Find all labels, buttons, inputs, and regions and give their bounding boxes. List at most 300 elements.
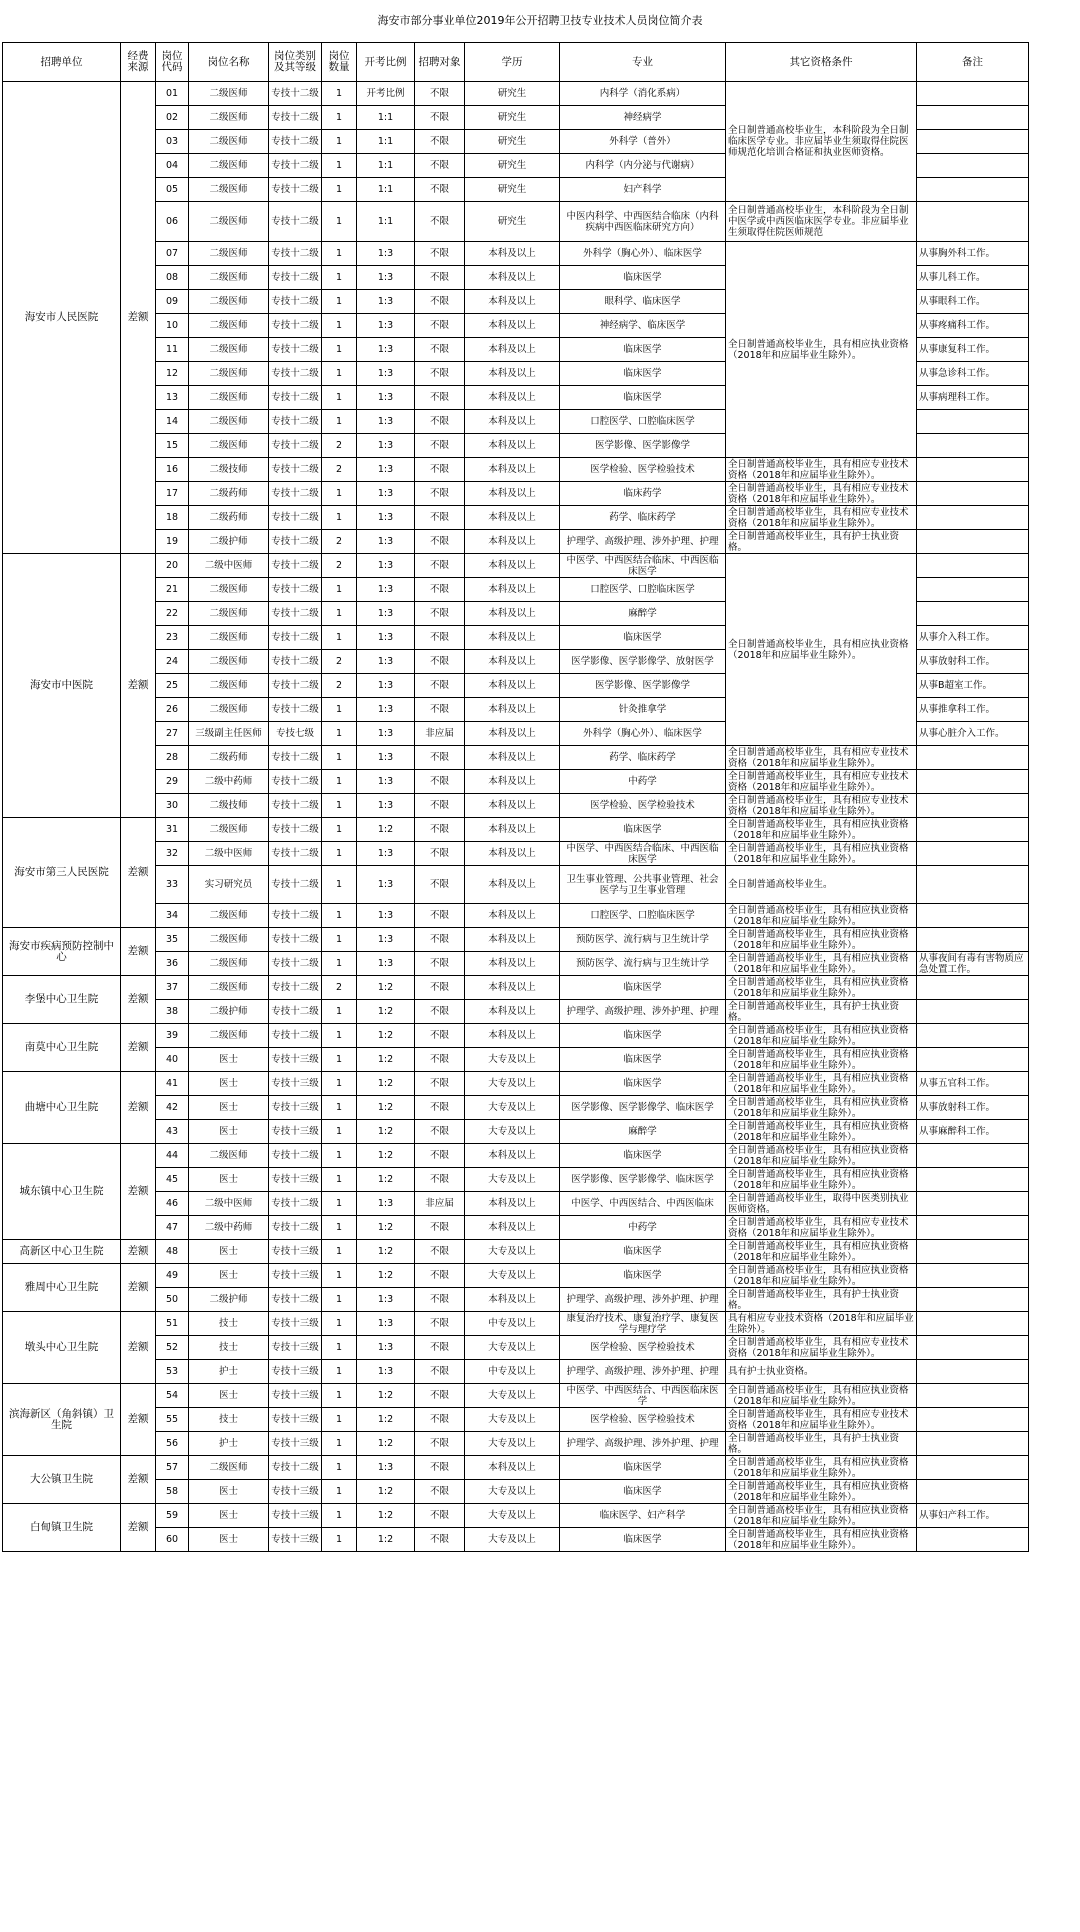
cell-count: 1 bbox=[322, 1264, 357, 1288]
cell-target: 不限 bbox=[415, 1048, 465, 1072]
cell-unit: 大公镇卫生院 bbox=[3, 1456, 121, 1504]
cell-education: 大专及以上 bbox=[465, 1264, 560, 1288]
cell-major: 医学检验、医学检验技术 bbox=[560, 1336, 726, 1360]
cell-ratio: 1:3 bbox=[357, 904, 415, 928]
cell-remarks bbox=[917, 794, 1029, 818]
cell-target: 不限 bbox=[415, 178, 465, 202]
cell-code: 42 bbox=[156, 1096, 189, 1120]
table-row bbox=[3, 1144, 1029, 1168]
cell-major: 外科学（胸心外）、临床医学 bbox=[560, 722, 726, 746]
cell-category: 专技十二级 bbox=[269, 178, 322, 202]
cell-education: 大专及以上 bbox=[465, 1504, 560, 1528]
cell-position-name: 二级医师 bbox=[189, 1144, 269, 1168]
cell-target: 不限 bbox=[415, 1000, 465, 1024]
cell-other-requirements: 全日制普通高校毕业生，具有相应执业资格（2018年和应届毕业生除外）。 bbox=[726, 1120, 917, 1144]
cell-major: 医学影像、医学影像学、临床医学 bbox=[560, 1168, 726, 1192]
cell-target: 不限 bbox=[415, 82, 465, 106]
cell-remarks bbox=[917, 458, 1029, 482]
cell-ratio: 开考比例 bbox=[357, 82, 415, 106]
cell-major: 中药学 bbox=[560, 1216, 726, 1240]
cell-major: 中医学、中西医结合、中西医临床 bbox=[560, 1192, 726, 1216]
cell-category: 专技十三级 bbox=[269, 1528, 322, 1552]
cell-major: 护理学、高级护理、涉外护理、护理 bbox=[560, 1432, 726, 1456]
cell-remarks: 从事夜间有毒有害物质应急处置工作。 bbox=[917, 952, 1029, 976]
table-row bbox=[3, 794, 1029, 818]
cell-ratio: 1:3 bbox=[357, 794, 415, 818]
cell-category: 专技十二级 bbox=[269, 338, 322, 362]
cell-ratio: 1:2 bbox=[357, 1216, 415, 1240]
cell-funding: 差额 bbox=[121, 1384, 156, 1456]
cell-major: 临床医学 bbox=[560, 362, 726, 386]
cell-target: 不限 bbox=[415, 578, 465, 602]
cell-education: 本科及以上 bbox=[465, 482, 560, 506]
cell-funding: 差额 bbox=[121, 82, 156, 554]
cell-target: 不限 bbox=[415, 554, 465, 578]
cell-ratio: 1:3 bbox=[357, 266, 415, 290]
cell-category: 专技十三级 bbox=[269, 1240, 322, 1264]
cell-remarks bbox=[917, 1360, 1029, 1384]
cell-category: 专技十二级 bbox=[269, 904, 322, 928]
cell-category: 专技十三级 bbox=[269, 1408, 322, 1432]
cell-major: 中药学 bbox=[560, 770, 726, 794]
cell-category: 专技十二级 bbox=[269, 602, 322, 626]
cell-category: 专技十二级 bbox=[269, 674, 322, 698]
cell-ratio: 1:3 bbox=[357, 578, 415, 602]
cell-count: 1 bbox=[322, 506, 357, 530]
cell-category: 专技十二级 bbox=[269, 818, 322, 842]
cell-category: 专技十二级 bbox=[269, 242, 322, 266]
cell-position-name: 二级药师 bbox=[189, 482, 269, 506]
cell-remarks bbox=[917, 410, 1029, 434]
cell-education: 大专及以上 bbox=[465, 1120, 560, 1144]
cell-ratio: 1:2 bbox=[357, 1528, 415, 1552]
cell-other-requirements: 全日制普通高校毕业生，具有相应执业资格（2018年和应届毕业生除外）。 bbox=[726, 976, 917, 1000]
cell-major: 医学影像、医学影像学、临床医学 bbox=[560, 1096, 726, 1120]
cell-target: 不限 bbox=[415, 314, 465, 338]
cell-category: 专技十二级 bbox=[269, 1456, 322, 1480]
cell-other-requirements: 全日制普通高校毕业生，具有相应执业资格（2018年和应届毕业生除外）。 bbox=[726, 1096, 917, 1120]
cell-count: 1 bbox=[322, 314, 357, 338]
cell-remarks bbox=[917, 1024, 1029, 1048]
cell-target: 不限 bbox=[415, 1336, 465, 1360]
table-row bbox=[3, 1120, 1029, 1144]
cell-education: 本科及以上 bbox=[465, 506, 560, 530]
cell-code: 04 bbox=[156, 154, 189, 178]
cell-major: 中医学、中西医结合、中西医临床医学 bbox=[560, 1384, 726, 1408]
cell-other-requirements: 全日制普通高校毕业生，具有护士执业资格。 bbox=[726, 1432, 917, 1456]
cell-code: 51 bbox=[156, 1312, 189, 1336]
cell-ratio: 1:3 bbox=[357, 842, 415, 866]
table-row bbox=[3, 1024, 1029, 1048]
cell-count: 1 bbox=[322, 1504, 357, 1528]
cell-other-requirements: 全日制普通高校毕业生，具有相应执业资格（2018年和应届毕业生除外）。 bbox=[726, 1504, 917, 1528]
cell-position-name: 医士 bbox=[189, 1480, 269, 1504]
cell-position-name: 二级护师 bbox=[189, 1000, 269, 1024]
cell-unit: 城东镇中心卫生院 bbox=[3, 1144, 121, 1240]
cell-unit: 海安市疾病预防控制中心 bbox=[3, 928, 121, 976]
cell-count: 1 bbox=[322, 202, 357, 242]
table-row bbox=[3, 458, 1029, 482]
cell-position-name: 医士 bbox=[189, 1120, 269, 1144]
cell-category: 专技十二级 bbox=[269, 434, 322, 458]
cell-category: 专技十三级 bbox=[269, 1096, 322, 1120]
cell-remarks bbox=[917, 904, 1029, 928]
cell-ratio: 1:2 bbox=[357, 1144, 415, 1168]
cell-target: 不限 bbox=[415, 434, 465, 458]
cell-category: 专技十三级 bbox=[269, 1264, 322, 1288]
cell-position-name: 二级医师 bbox=[189, 698, 269, 722]
cell-major: 医学检验、医学检验技术 bbox=[560, 794, 726, 818]
cell-category: 专技十二级 bbox=[269, 928, 322, 952]
cell-major: 口腔医学、口腔临床医学 bbox=[560, 578, 726, 602]
cell-code: 47 bbox=[156, 1216, 189, 1240]
cell-other-requirements: 全日制普通高校毕业生，具有护士执业资格。 bbox=[726, 530, 917, 554]
cell-code: 10 bbox=[156, 314, 189, 338]
cell-education: 本科及以上 bbox=[465, 290, 560, 314]
cell-target: 不限 bbox=[415, 482, 465, 506]
cell-category: 专技十三级 bbox=[269, 1072, 322, 1096]
cell-target: 不限 bbox=[415, 746, 465, 770]
cell-education: 本科及以上 bbox=[465, 770, 560, 794]
cell-target: 不限 bbox=[415, 1024, 465, 1048]
table-row bbox=[3, 1000, 1029, 1024]
cell-remarks: 从事病理科工作。 bbox=[917, 386, 1029, 410]
cell-category: 专技十二级 bbox=[269, 952, 322, 976]
cell-code: 24 bbox=[156, 650, 189, 674]
cell-education: 本科及以上 bbox=[465, 866, 560, 904]
cell-remarks: 从事五官科工作。 bbox=[917, 1072, 1029, 1096]
cell-position-name: 技士 bbox=[189, 1336, 269, 1360]
cell-education: 本科及以上 bbox=[465, 976, 560, 1000]
cell-target: 不限 bbox=[415, 1264, 465, 1288]
cell-code: 32 bbox=[156, 842, 189, 866]
cell-category: 专技十二级 bbox=[269, 130, 322, 154]
cell-code: 60 bbox=[156, 1528, 189, 1552]
cell-count: 1 bbox=[322, 1192, 357, 1216]
cell-major: 临床医学 bbox=[560, 338, 726, 362]
cell-education: 本科及以上 bbox=[465, 1288, 560, 1312]
cell-ratio: 1:3 bbox=[357, 482, 415, 506]
cell-other-requirements: 全日制普通高校毕业生，具有相应专业技术资格（2018年和应届毕业生除外）。 bbox=[726, 1216, 917, 1240]
cell-target: 不限 bbox=[415, 506, 465, 530]
cell-code: 19 bbox=[156, 530, 189, 554]
cell-count: 1 bbox=[322, 130, 357, 154]
cell-position-name: 二级医师 bbox=[189, 82, 269, 106]
cell-other-requirements: 全日制普通高校毕业生，具有相应执业资格（2018年和应届毕业生除外）。 bbox=[726, 1384, 917, 1408]
cell-count: 1 bbox=[322, 1288, 357, 1312]
cell-ratio: 1:3 bbox=[357, 242, 415, 266]
cell-major: 麻醉学 bbox=[560, 1120, 726, 1144]
cell-education: 本科及以上 bbox=[465, 1000, 560, 1024]
cell-remarks bbox=[917, 1312, 1029, 1336]
table-row bbox=[3, 1480, 1029, 1504]
cell-education: 研究生 bbox=[465, 178, 560, 202]
cell-position-name: 二级中医师 bbox=[189, 554, 269, 578]
cell-major: 口腔医学、口腔临床医学 bbox=[560, 410, 726, 434]
cell-target: 不限 bbox=[415, 1072, 465, 1096]
cell-remarks bbox=[917, 554, 1029, 578]
table-row bbox=[3, 1072, 1029, 1096]
cell-code: 16 bbox=[156, 458, 189, 482]
cell-ratio: 1:2 bbox=[357, 1168, 415, 1192]
cell-position-name: 二级医师 bbox=[189, 338, 269, 362]
cell-code: 46 bbox=[156, 1192, 189, 1216]
cell-code: 39 bbox=[156, 1024, 189, 1048]
cell-ratio: 1:3 bbox=[357, 410, 415, 434]
table-row bbox=[3, 1384, 1029, 1408]
cell-ratio: 1:2 bbox=[357, 1480, 415, 1504]
cell-code: 15 bbox=[156, 434, 189, 458]
cell-major: 中医学、中西医结合临床、中西医临床医学 bbox=[560, 554, 726, 578]
cell-code: 14 bbox=[156, 410, 189, 434]
cell-position-name: 二级医师 bbox=[189, 362, 269, 386]
table-row bbox=[3, 1432, 1029, 1456]
cell-count: 1 bbox=[322, 866, 357, 904]
cell-other-requirements: 全日制普通高校毕业生，具有相应执业资格（2018年和应届毕业生除外）。 bbox=[726, 1456, 917, 1480]
cell-code: 08 bbox=[156, 266, 189, 290]
cell-code: 11 bbox=[156, 338, 189, 362]
cell-other-requirements: 全日制普通高校毕业生，具有相应专业技术资格（2018年和应届毕业生除外）。 bbox=[726, 458, 917, 482]
table-row bbox=[3, 1360, 1029, 1384]
cell-education: 研究生 bbox=[465, 130, 560, 154]
cell-major: 临床医学 bbox=[560, 1072, 726, 1096]
cell-code: 52 bbox=[156, 1336, 189, 1360]
table-row bbox=[3, 746, 1029, 770]
cell-position-name: 医士 bbox=[189, 1168, 269, 1192]
cell-unit: 李堡中心卫生院 bbox=[3, 976, 121, 1024]
cell-remarks: 从事眼科工作。 bbox=[917, 290, 1029, 314]
cell-education: 本科及以上 bbox=[465, 362, 560, 386]
cell-position-name: 技士 bbox=[189, 1312, 269, 1336]
table-row bbox=[3, 842, 1029, 866]
cell-education: 本科及以上 bbox=[465, 1216, 560, 1240]
cell-ratio: 1:3 bbox=[357, 1288, 415, 1312]
table-row bbox=[3, 1312, 1029, 1336]
table-row bbox=[3, 530, 1029, 554]
cell-major: 医学检验、医学检验技术 bbox=[560, 1408, 726, 1432]
cell-target: 不限 bbox=[415, 1168, 465, 1192]
cell-code: 31 bbox=[156, 818, 189, 842]
cell-education: 中专及以上 bbox=[465, 1360, 560, 1384]
cell-remarks bbox=[917, 1408, 1029, 1432]
cell-target: 不限 bbox=[415, 458, 465, 482]
cell-education: 本科及以上 bbox=[465, 722, 560, 746]
cell-target: 不限 bbox=[415, 386, 465, 410]
cell-count: 1 bbox=[322, 1336, 357, 1360]
table-body bbox=[3, 82, 1029, 1552]
table-row bbox=[3, 1408, 1029, 1432]
cell-position-name: 二级中药师 bbox=[189, 1216, 269, 1240]
cell-ratio: 1:3 bbox=[357, 746, 415, 770]
cell-target: 不限 bbox=[415, 602, 465, 626]
cell-major: 预防医学、流行病与卫生统计学 bbox=[560, 952, 726, 976]
cell-funding: 差额 bbox=[121, 1312, 156, 1384]
cell-category: 专技十二级 bbox=[269, 410, 322, 434]
cell-category: 专技十三级 bbox=[269, 1384, 322, 1408]
cell-remarks bbox=[917, 842, 1029, 866]
cell-code: 49 bbox=[156, 1264, 189, 1288]
cell-target: 不限 bbox=[415, 674, 465, 698]
cell-code: 06 bbox=[156, 202, 189, 242]
cell-remarks bbox=[917, 1240, 1029, 1264]
cell-ratio: 1:3 bbox=[357, 722, 415, 746]
cell-remarks: 从事麻醉科工作。 bbox=[917, 1120, 1029, 1144]
cell-remarks: 从事推拿科工作。 bbox=[917, 698, 1029, 722]
cell-position-name: 二级中药师 bbox=[189, 770, 269, 794]
cell-target: 不限 bbox=[415, 362, 465, 386]
cell-remarks: 从事疼痛科工作。 bbox=[917, 314, 1029, 338]
cell-ratio: 1:3 bbox=[357, 1456, 415, 1480]
cell-major: 康复治疗技术、康复治疗学、康复医学与理疗学 bbox=[560, 1312, 726, 1336]
cell-category: 专技十二级 bbox=[269, 866, 322, 904]
cell-unit: 南莫中心卫生院 bbox=[3, 1024, 121, 1072]
cell-ratio: 1:2 bbox=[357, 1432, 415, 1456]
cell-code: 34 bbox=[156, 904, 189, 928]
cell-unit: 雅周中心卫生院 bbox=[3, 1264, 121, 1312]
cell-ratio: 1:3 bbox=[357, 626, 415, 650]
cell-major: 临床医学 bbox=[560, 386, 726, 410]
column-header-category: 岗位类别及其等级 bbox=[269, 43, 322, 82]
cell-target: 不限 bbox=[415, 1504, 465, 1528]
cell-funding: 差额 bbox=[121, 1456, 156, 1504]
cell-position-name: 医士 bbox=[189, 1096, 269, 1120]
cell-remarks: 从事放射科工作。 bbox=[917, 1096, 1029, 1120]
cell-category: 专技十二级 bbox=[269, 794, 322, 818]
cell-category: 专技十二级 bbox=[269, 106, 322, 130]
cell-funding: 差额 bbox=[121, 1024, 156, 1072]
cell-ratio: 1:2 bbox=[357, 1384, 415, 1408]
cell-position-name: 二级医师 bbox=[189, 952, 269, 976]
cell-funding: 差额 bbox=[121, 976, 156, 1024]
cell-position-name: 二级医师 bbox=[189, 928, 269, 952]
cell-position-name: 二级医师 bbox=[189, 242, 269, 266]
cell-education: 大专及以上 bbox=[465, 1528, 560, 1552]
cell-count: 1 bbox=[322, 578, 357, 602]
cell-count: 1 bbox=[322, 1096, 357, 1120]
cell-ratio: 1:3 bbox=[357, 530, 415, 554]
cell-remarks bbox=[917, 602, 1029, 626]
cell-major: 药学、临床药学 bbox=[560, 746, 726, 770]
cell-ratio: 1:1 bbox=[357, 154, 415, 178]
cell-target: 不限 bbox=[415, 1408, 465, 1432]
cell-unit: 海安市中医院 bbox=[3, 554, 121, 818]
cell-other-requirements: 全日制普通高校毕业生，具有相应执业资格（2018年和应届毕业生除外）。 bbox=[726, 1048, 917, 1072]
cell-ratio: 1:3 bbox=[357, 674, 415, 698]
cell-education: 本科及以上 bbox=[465, 674, 560, 698]
cell-education: 本科及以上 bbox=[465, 554, 560, 578]
cell-category: 专技十三级 bbox=[269, 1480, 322, 1504]
cell-position-name: 二级医师 bbox=[189, 674, 269, 698]
cell-remarks bbox=[917, 1144, 1029, 1168]
cell-category: 专技十二级 bbox=[269, 746, 322, 770]
cell-count: 1 bbox=[322, 770, 357, 794]
cell-category: 专技十二级 bbox=[269, 842, 322, 866]
cell-count: 2 bbox=[322, 674, 357, 698]
cell-remarks bbox=[917, 1480, 1029, 1504]
cell-ratio: 1:2 bbox=[357, 1048, 415, 1072]
cell-major: 临床医学 bbox=[560, 1528, 726, 1552]
cell-education: 本科及以上 bbox=[465, 1192, 560, 1216]
cell-other-requirements: 全日制普通高校毕业生，具有护士执业资格。 bbox=[726, 1288, 917, 1312]
cell-code: 33 bbox=[156, 866, 189, 904]
cell-remarks bbox=[917, 506, 1029, 530]
cell-position-name: 三级副主任医师 bbox=[189, 722, 269, 746]
cell-major: 临床药学 bbox=[560, 482, 726, 506]
cell-remarks bbox=[917, 202, 1029, 242]
cell-category: 专技十二级 bbox=[269, 386, 322, 410]
cell-target: 不限 bbox=[415, 1480, 465, 1504]
table-row bbox=[3, 1192, 1029, 1216]
cell-count: 1 bbox=[322, 1168, 357, 1192]
cell-count: 1 bbox=[322, 178, 357, 202]
cell-category: 专技十二级 bbox=[269, 362, 322, 386]
cell-major: 神经病学、临床医学 bbox=[560, 314, 726, 338]
cell-position-name: 二级药师 bbox=[189, 746, 269, 770]
cell-other-requirements: 全日制普通高校毕业生，具有相应执业资格（2018年和应届毕业生除外）。 bbox=[726, 952, 917, 976]
cell-count: 2 bbox=[322, 976, 357, 1000]
cell-remarks bbox=[917, 1048, 1029, 1072]
cell-count: 1 bbox=[322, 818, 357, 842]
cell-target: 不限 bbox=[415, 1288, 465, 1312]
cell-major: 临床医学 bbox=[560, 1240, 726, 1264]
cell-other-requirements: 全日制普通高校毕业生，具有相应执业资格（2018年和应届毕业生除外）。 bbox=[726, 1264, 917, 1288]
table-row bbox=[3, 554, 1029, 578]
cell-category: 专技十二级 bbox=[269, 976, 322, 1000]
cell-target: 不限 bbox=[415, 266, 465, 290]
column-header-other-requirements: 其它资格条件 bbox=[726, 43, 917, 82]
cell-education: 大专及以上 bbox=[465, 1336, 560, 1360]
cell-position-name: 二级医师 bbox=[189, 602, 269, 626]
cell-education: 本科及以上 bbox=[465, 578, 560, 602]
cell-ratio: 1:2 bbox=[357, 1504, 415, 1528]
cell-count: 1 bbox=[322, 1216, 357, 1240]
cell-category: 专技十二级 bbox=[269, 770, 322, 794]
cell-other-requirements: 全日制普通高校毕业生，具有护士执业资格。 bbox=[726, 1000, 917, 1024]
cell-education: 研究生 bbox=[465, 82, 560, 106]
cell-major: 医学影像、医学影像学、放射医学 bbox=[560, 650, 726, 674]
cell-other-requirements: 全日制普通高校毕业生，具有相应执业资格（2018年和应届毕业生除外）。 bbox=[726, 242, 917, 458]
cell-unit: 海安市第三人民医院 bbox=[3, 818, 121, 928]
cell-position-name: 二级医师 bbox=[189, 154, 269, 178]
cell-other-requirements: 全日制普通高校毕业生，具有相应执业资格（2018年和应届毕业生除外）。 bbox=[726, 554, 917, 746]
cell-education: 大专及以上 bbox=[465, 1480, 560, 1504]
cell-education: 本科及以上 bbox=[465, 698, 560, 722]
cell-education: 本科及以上 bbox=[465, 904, 560, 928]
cell-target: 不限 bbox=[415, 842, 465, 866]
cell-other-requirements: 全日制普通高校毕业生，具有相应专业技术资格（2018年和应届毕业生除外）。 bbox=[726, 1408, 917, 1432]
cell-target: 不限 bbox=[415, 106, 465, 130]
cell-count: 1 bbox=[322, 82, 357, 106]
cell-other-requirements: 全日制普通高校毕业生，具有相应执业资格（2018年和应届毕业生除外）。 bbox=[726, 1480, 917, 1504]
cell-other-requirements: 全日制普通高校毕业生，本科阶段为全日制中医学或中西医临床医学专业。非应届毕业生须取得住院医师规范 bbox=[726, 202, 917, 242]
cell-major: 外科学（胸心外）、临床医学 bbox=[560, 242, 726, 266]
cell-education: 大专及以上 bbox=[465, 1048, 560, 1072]
cell-category: 专技十二级 bbox=[269, 314, 322, 338]
cell-category: 专技十二级 bbox=[269, 506, 322, 530]
cell-remarks bbox=[917, 82, 1029, 106]
cell-ratio: 1:2 bbox=[357, 1264, 415, 1288]
table-row bbox=[3, 818, 1029, 842]
cell-count: 2 bbox=[322, 530, 357, 554]
cell-other-requirements: 全日制普通高校毕业生，具有相应执业资格（2018年和应届毕业生除外）。 bbox=[726, 1072, 917, 1096]
cell-education: 大专及以上 bbox=[465, 1240, 560, 1264]
cell-education: 本科及以上 bbox=[465, 1024, 560, 1048]
cell-unit: 滨海新区（角斜镇）卫生院 bbox=[3, 1384, 121, 1456]
cell-position-name: 医士 bbox=[189, 1504, 269, 1528]
cell-education: 本科及以上 bbox=[465, 434, 560, 458]
cell-position-name: 二级中医师 bbox=[189, 1192, 269, 1216]
cell-category: 专技十二级 bbox=[269, 482, 322, 506]
